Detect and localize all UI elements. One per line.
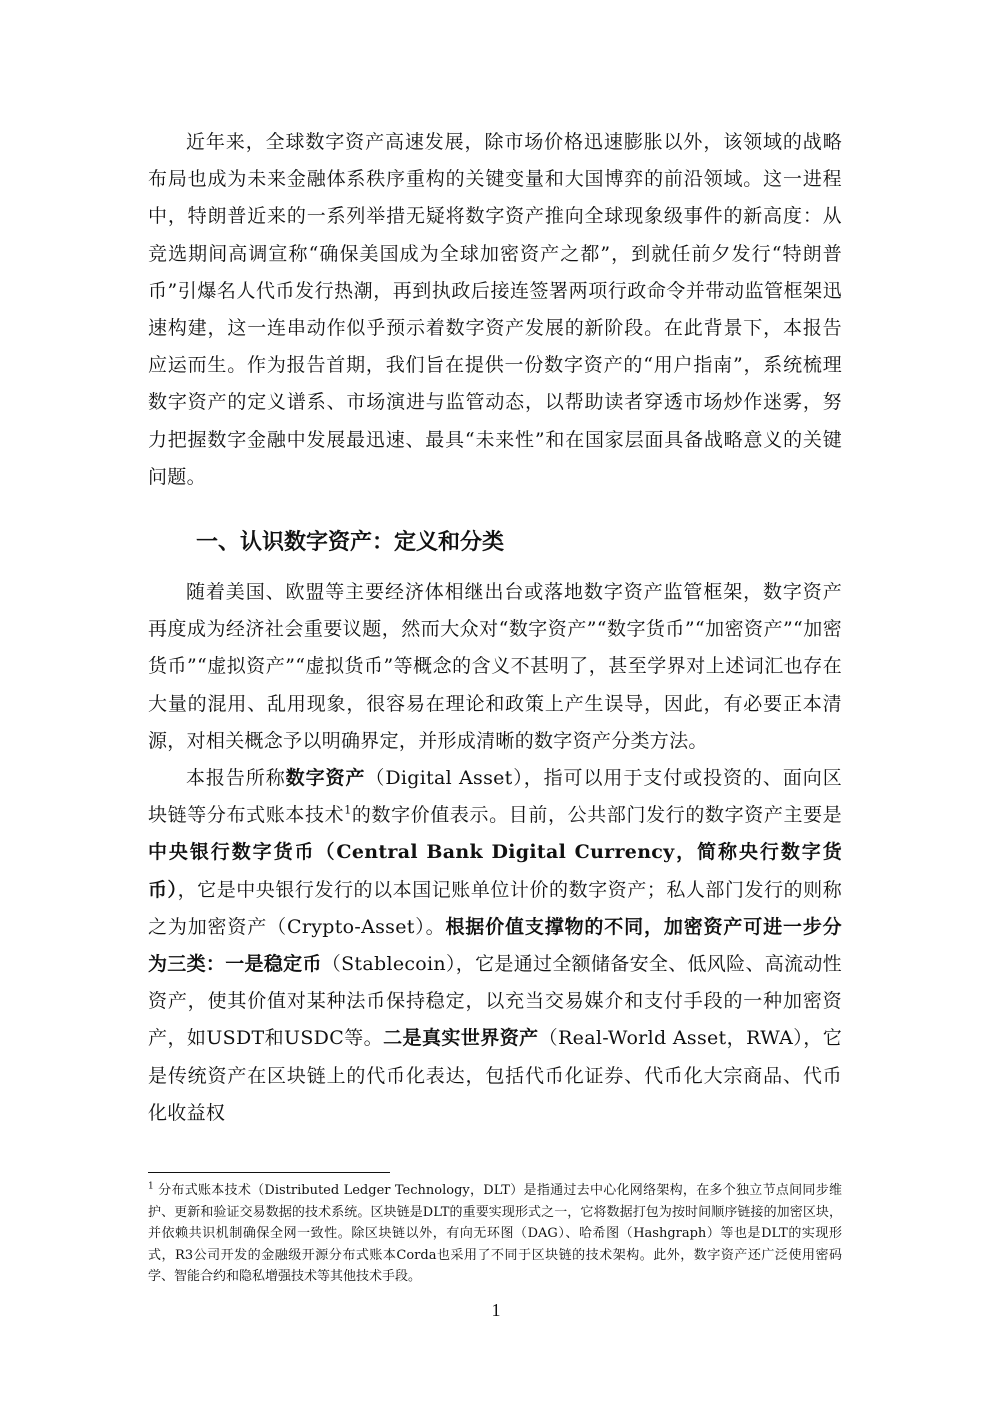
footnote-divider (148, 1172, 390, 1173)
text-run: （Digital Asset），指可以用于支付或投资的、面向区块链等分布式账本技术 (148, 767, 842, 827)
page-number: 1 (491, 1300, 501, 1320)
text-run: 本报告所称 (186, 767, 286, 790)
definition-paragraph (148, 760, 842, 1132)
text-run: （Real-World Asset，RWA），它是传统资产在区块链上的代币化表达，包括代币化证券、代币化大宗商品、代币化收益权 (148, 1027, 842, 1124)
footnote (148, 1180, 842, 1288)
body-text (148, 124, 842, 1132)
text-run: ，它是中央银行发行的以本国记账单位计价的数字资产；私人部门发行的则称之为加密资产（Crypto-Asset）。 (148, 878, 843, 938)
term-crypto-classification: 根据价值支撑物的不同，加密资产可进一步分为三类：一是稳定币 (148, 915, 842, 976)
text-run: 的数字价值表示。目前，公共部门发行的数字资产主要是 (351, 804, 842, 827)
term-rwa: 二是真实世界资产 (383, 1027, 539, 1050)
footnote-reference: 1 (344, 803, 352, 817)
definition-context-paragraph: 随着美国、欧盟等主要经济体相继出台或落地数字资产监管框架，数字资产再度成为经济社会重要议题，然而大众对“数字资产”“数字货币”“加密资产”“加密货币”“虚拟资产”“虚拟货币”等概念的含义不甚明了，甚至学界对上述词汇也存在大量的混用、乱用现象，很容易在理论和政策上产生误导，因此，有必要正本清源，对相关概念予以明确界定，并形成清晰的数字资产分类方法。 (148, 581, 842, 752)
section-heading: 一、认识数字资产：定义和分类 (196, 530, 505, 556)
footnote-text: 分布式账本技术（Distributed Ledger Technology，DLT）是指通过去中心化网络架构，在多个独立节点间同步维护、更新和验证交易数据的技术系统。区块链是DLT的重要实现形式之一，它将数据打包为按时间顺序链接的加密区块，并依赖共识机制确保全网一致性。除区块链以外，有向无环图（DAG）、哈希图（Hashgraph）等也是DLT的实现形式，R3公司开发的金融级开源分布式账本Corda也采用了不同于区块链的技术架构。此外，数字资产还广泛使用密码学、智能合约和隐私增强技术等其他技术手段。 (148, 1183, 842, 1284)
term-cbdc: 中央银行数字货币（Central Bank Digital Currency，简称央行数字货币） (148, 841, 842, 901)
intro-paragraph: 近年来，全球数字资产高速发展，除市场价格迅速膨胀以外，该领域的战略布局也成为未来金融体系秩序重构的关键变量和大国博弈的前沿领域。这一进程中，特朗普近来的一系列举措无疑将数字资产推向全球现象级事件的新高度：从竞选期间高调宣称“确保美国成为全球加密资产之都”，到就任前夕发行“特朗普币”引爆名人代币发行热潮，再到执政后接连签署两项行政命令并带动监管框架迅速构建，这一连串动作似乎预示着数字资产发展的新阶段。在此背景下，本报告应运而生。作为报告首期，我们旨在提供一份数字资产的“用户指南”，系统梳理数字资产的定义谱系、市场演进与监管动态，以帮助读者穿透市场炒作迷雾，努力把握数字金融中发展最迅速、最具“未来性”和在国家层面具备战略意义的关键问题。 (148, 131, 842, 488)
footnote-marker: 1 (148, 1181, 154, 1192)
term-digital-asset: 数字资产 (285, 767, 366, 790)
text-run: （Stablecoin），它是通过全额储备安全、低风险、高流动性资产，使其价值对某种法币保持稳定，以充当交易媒介和支付手段的一种加密资产，如USDT和USDC等。 (148, 953, 842, 1050)
